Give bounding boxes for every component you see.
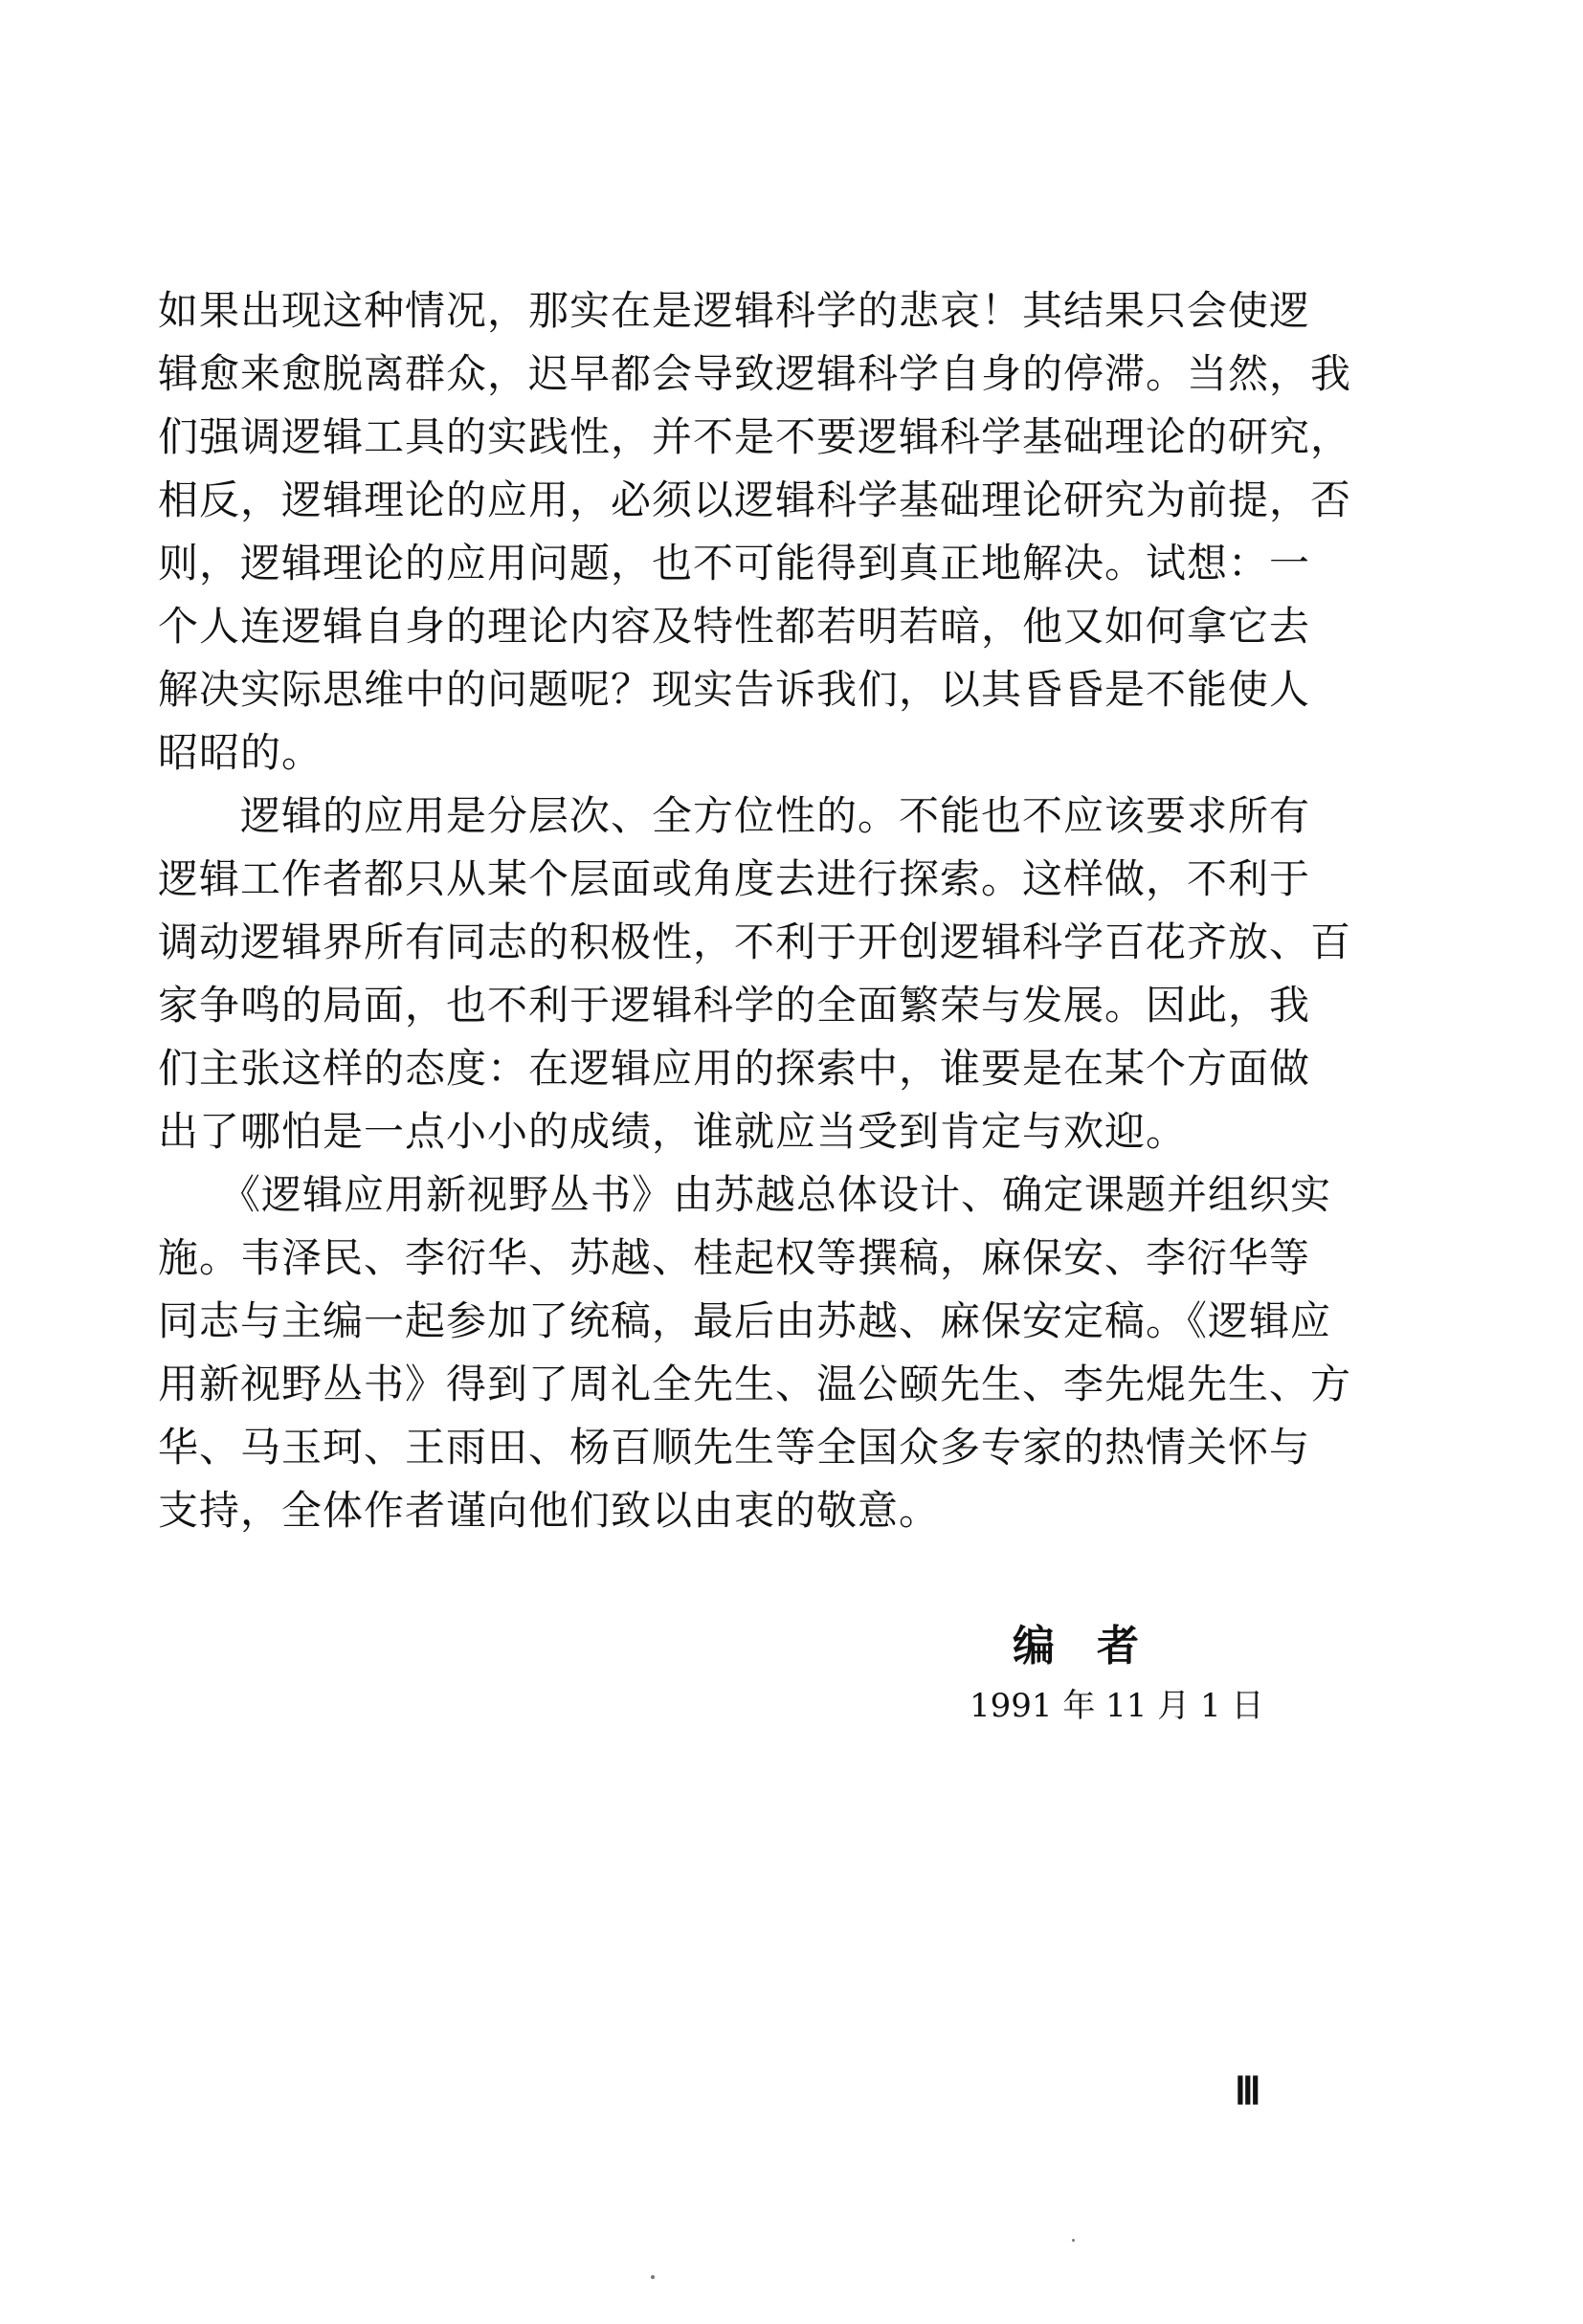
text-line: 支持，全体作者谨向他们致以由衷的敬意。 [158,1487,941,1534]
text-line: 昭昭的。 [158,729,323,776]
text-line: 出了哪怕是一点小小的成绩，谁就应当受到肯定与欢迎。 [158,1108,1188,1155]
text-line: 逻辑工作者都只从某个层面或角度去进行探索。这样做，不利于 [158,855,1311,902]
text-line: 们主张这样的态度：在逻辑应用的探索中，谁要是在某个方面做 [158,1045,1311,1092]
text-line: 《逻辑应用新视野丛书》由苏越总体设计、确定课题并组织实 [158,1171,1332,1218]
text-line: 施。韦泽民、李衍华、苏越、桂起权等撰稿，麻保安、李衍华等 [158,1234,1311,1281]
scan-speck [1072,2239,1075,2242]
body-text [158,279,1352,1542]
signature-date: 1991 年 11 月 1 日 [970,1687,1264,1725]
text-line: 们强调逻辑工具的实践性，并不是不要逻辑科学基础理论的研究， [158,413,1352,460]
text-line: 相反，逻辑理论的应用，必须以逻辑科学基础理论研究为前提，否 [158,476,1352,523]
text-line: 华、马玉珂、王雨田、杨百顺先生等全国众多专家的热情关怀与 [158,1424,1311,1471]
page-number: Ⅲ [1235,2069,1261,2113]
paragraph-2 [158,785,1352,1163]
text-line: 如果出现这种情况，那实在是逻辑科学的悲哀！其结果只会使逻 [158,287,1311,334]
text-line: 同志与主编一起参加了统稿，最后由苏越、麻保安定稿。《逻辑应 [158,1297,1332,1344]
text-line: 辑愈来愈脱离群众，迟早都会导致逻辑科学自身的停滞。当然，我 [158,350,1352,397]
text-line: 调动逻辑界所有同志的积极性，不利于开创逻辑科学百花齐放、百 [158,919,1352,965]
author-signature: 编者 [1013,1622,1181,1671]
paragraph-3 [158,1163,1352,1542]
text-line: 用新视野丛书》得到了周礼全先生、温公颐先生、李先焜先生、方 [158,1361,1352,1407]
text-line: 个人连逻辑自身的理论内容及特性都若明若暗，他又如何拿它去 [158,603,1311,650]
text-line: 则，逻辑理论的应用问题，也不可能得到真正地解决。试想：一 [158,540,1311,587]
scan-speck [651,2275,655,2279]
paragraph-1 [158,279,1352,785]
text-line: 家争鸣的局面，也不利于逻辑科学的全面繁荣与发展。因此，我 [158,982,1311,1029]
text-line: 逻辑的应用是分层次、全方位性的。不能也不应该要求所有 [158,792,1311,839]
text-line: 解决实际思维中的问题呢？现实告诉我们，以其昏昏是不能使人 [158,666,1311,713]
